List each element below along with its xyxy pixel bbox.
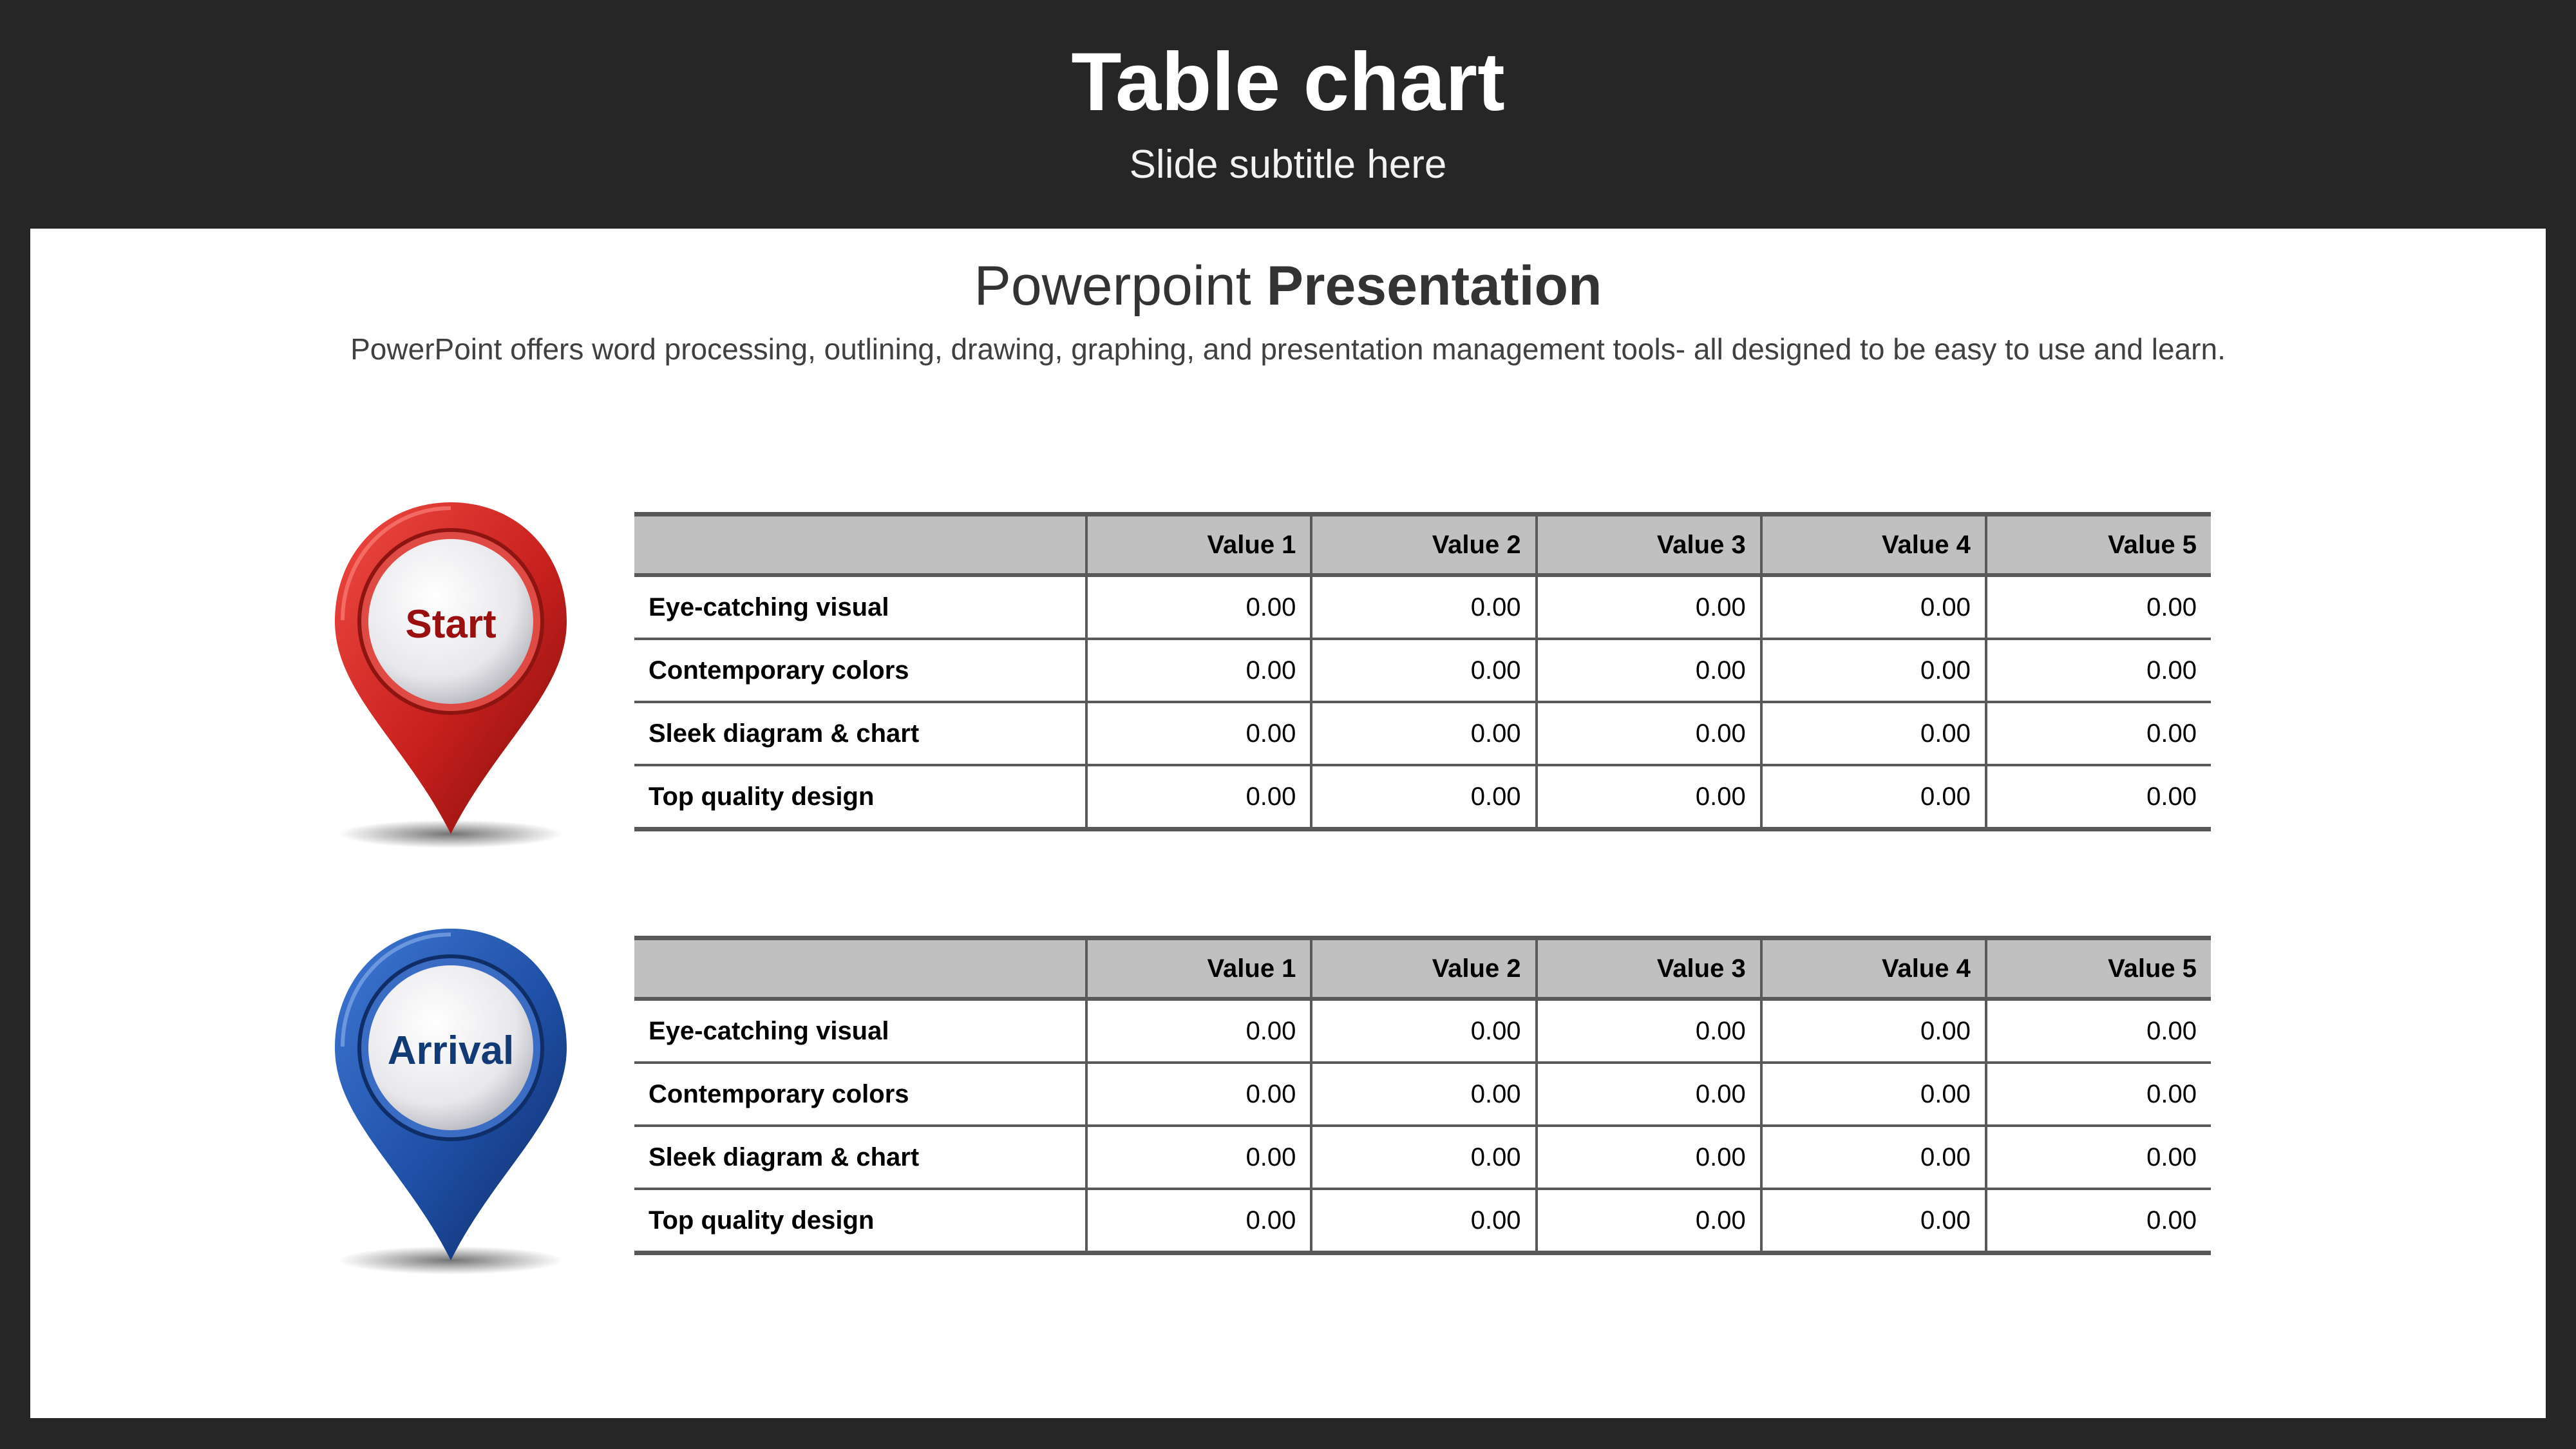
table-header-cell: Value 4: [1761, 515, 1986, 576]
table-row: [634, 765, 2211, 829]
table-header-cell: Value 5: [1986, 938, 2211, 999]
table-cell: 0.00: [1986, 1063, 2211, 1126]
table-cell: 0.00: [1086, 1063, 1311, 1126]
table-cell: 0.00: [1311, 1126, 1536, 1189]
start-pin-label: Start: [405, 602, 497, 647]
table-row: [634, 1189, 2211, 1253]
arrival-table: [634, 936, 2211, 1255]
table-cell: 0.00: [1761, 999, 1986, 1063]
table-cell: 0.00: [1086, 1189, 1311, 1253]
table-header-cell: [634, 938, 1086, 999]
slide-header: [0, 0, 2576, 229]
content-panel: [30, 229, 2546, 1418]
content-heading: [30, 253, 2546, 319]
table-row: [634, 575, 2211, 639]
row-label: Top quality design: [634, 1189, 1086, 1253]
table-cell: 0.00: [1761, 702, 1986, 765]
arrival-pin-label: Arrival: [387, 1028, 515, 1073]
table-header-cell: [634, 515, 1086, 576]
table-cell: 0.00: [1986, 765, 2211, 829]
row-label: Contemporary colors: [634, 1063, 1086, 1126]
table-cell: 0.00: [1537, 1189, 1761, 1253]
heading-bold: Presentation: [1266, 255, 1602, 317]
table-cell: 0.00: [1537, 702, 1761, 765]
row-label: Contemporary colors: [634, 639, 1086, 702]
row-label: Eye-catching visual: [634, 999, 1086, 1063]
table-row: [634, 702, 2211, 765]
row-label: Sleek diagram & chart: [634, 702, 1086, 765]
table-row: [634, 1063, 2211, 1126]
slide-subtitle: Slide subtitle here: [1129, 142, 1447, 187]
start-pin: [328, 499, 586, 860]
table-cell: 0.00: [1311, 765, 1536, 829]
table-cell: 0.00: [1986, 1126, 2211, 1189]
table-row: [634, 1126, 2211, 1189]
row-label: Eye-catching visual: [634, 575, 1086, 639]
map-pin-icon: [328, 925, 586, 1286]
slide-title: Table chart: [1071, 36, 1505, 128]
table-cell: 0.00: [1986, 1189, 2211, 1253]
table-cell: 0.00: [1537, 1126, 1761, 1189]
arrival-pin: [328, 925, 586, 1286]
heading-light: Powerpoint: [974, 255, 1251, 317]
table-cell: 0.00: [1986, 639, 2211, 702]
table-cell: 0.00: [1761, 639, 1986, 702]
table-cell: 0.00: [1537, 639, 1761, 702]
table-header-cell: Value 1: [1086, 515, 1311, 576]
table-cell: 0.00: [1311, 639, 1536, 702]
table-cell: 0.00: [1761, 1063, 1986, 1126]
start-table: [634, 512, 2211, 831]
table-cell: 0.00: [1986, 575, 2211, 639]
table-header-cell: Value 4: [1761, 938, 1986, 999]
table-cell: 0.00: [1086, 1126, 1311, 1189]
table-cell: 0.00: [1311, 575, 1536, 639]
table-cell: 0.00: [1761, 575, 1986, 639]
table-header-cell: Value 5: [1986, 515, 2211, 576]
table-cell: 0.00: [1311, 702, 1536, 765]
table-cell: 0.00: [1086, 702, 1311, 765]
table-cell: 0.00: [1761, 1189, 1986, 1253]
table-row: [634, 639, 2211, 702]
table-cell: 0.00: [1537, 575, 1761, 639]
table-cell: 0.00: [1311, 999, 1536, 1063]
table-cell: 0.00: [1311, 1063, 1536, 1126]
table-header-cell: Value 3: [1537, 515, 1761, 576]
table-cell: 0.00: [1086, 999, 1311, 1063]
table-cell: 0.00: [1537, 999, 1761, 1063]
row-label: Sleek diagram & chart: [634, 1126, 1086, 1189]
table-cell: 0.00: [1086, 575, 1311, 639]
table-header-row: [634, 938, 2211, 999]
table-cell: 0.00: [1761, 1126, 1986, 1189]
table-cell: 0.00: [1986, 702, 2211, 765]
table-cell: 0.00: [1986, 999, 2211, 1063]
table-header-cell: Value 1: [1086, 938, 1311, 999]
table-header-cell: Value 2: [1311, 938, 1536, 999]
table-cell: 0.00: [1086, 765, 1311, 829]
table-cell: 0.00: [1086, 639, 1311, 702]
table-header-row: [634, 515, 2211, 576]
content-description: PowerPoint offers word processing, outlining, drawing, graphing, and presentation management tools- all designed to be easy to use and learn.: [350, 332, 2226, 366]
table-header-cell: Value 3: [1537, 938, 1761, 999]
table-cell: 0.00: [1537, 765, 1761, 829]
table-row: [634, 999, 2211, 1063]
row-label: Top quality design: [634, 765, 1086, 829]
table-cell: 0.00: [1761, 765, 1986, 829]
table-header-cell: Value 2: [1311, 515, 1536, 576]
table-cell: 0.00: [1537, 1063, 1761, 1126]
map-pin-icon: [328, 499, 586, 860]
table-cell: 0.00: [1311, 1189, 1536, 1253]
